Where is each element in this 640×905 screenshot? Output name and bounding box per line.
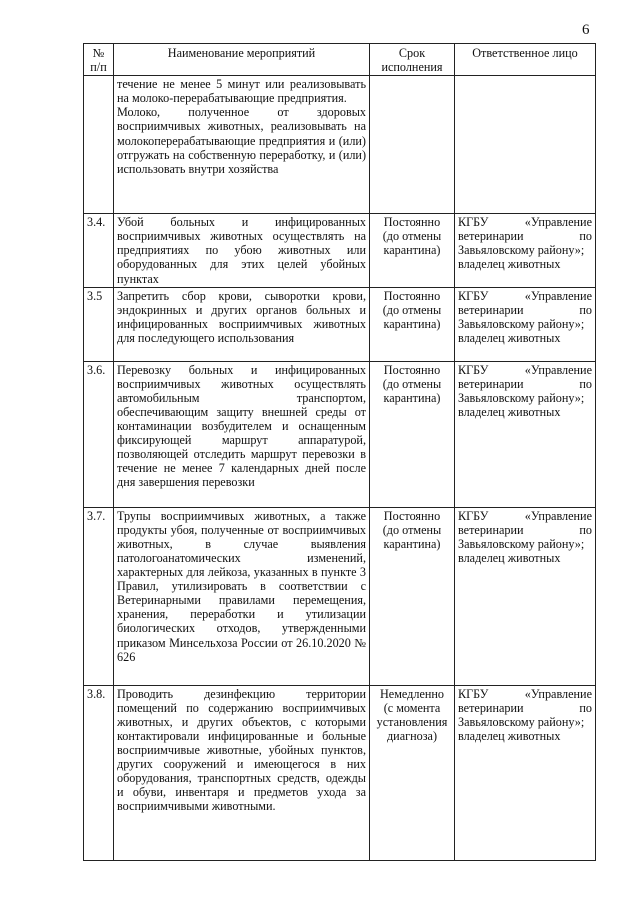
measure-term	[370, 507, 455, 685]
measures-table	[83, 43, 596, 861]
table-row	[84, 685, 596, 860]
responsible-text: КГБУ «Управление ветеринарии по Завьяловскому району»; владелец животных	[458, 362, 592, 419]
measure-term-text: Постоянно (до отмены карантина)	[382, 508, 442, 551]
measure-term	[370, 287, 455, 361]
table-row	[84, 361, 596, 507]
measure-name	[114, 287, 370, 361]
row-number: 3.7.	[84, 507, 114, 685]
table-row	[84, 214, 596, 287]
measure-term-text: Постоянно (до отмены карантина)	[382, 215, 442, 258]
header-responsible-text: Ответственное лицо	[472, 46, 578, 60]
measure-paragraph: Трупы восприимчивых животных, а также продукты убоя, полученные от восприимчивых животных, в случае выявления патологоанатомических изменений, характерных для лейкоза, указанных в пункте 3 Правил, утилизировать в соответствии с Ветеринарными правилами перемещения, хранения, переработки и утилизации биологических отходов, утвержденными приказом Минсельхоза России от 26.10.2020 № 626	[117, 508, 366, 664]
header-num-text: № п/п	[90, 46, 107, 75]
measure-paragraph: Убой больных и инфицированных восприимчивых животных осуществлять на предприятиях по убою животных или оборудованных для этих целей убойных пунктах	[117, 215, 366, 286]
measure-term-text: Постоянно (до отмены карантина)	[382, 362, 442, 405]
responsible-text: КГБУ «Управление ветеринарии по Завьяловскому району»; владелец животных	[458, 508, 592, 565]
responsible-party	[455, 287, 596, 361]
measure-term	[370, 361, 455, 507]
header-name	[114, 44, 370, 76]
table-header-row	[84, 44, 596, 76]
measure-term	[370, 214, 455, 287]
measure-name	[114, 507, 370, 685]
responsible-party	[455, 214, 596, 287]
table-row	[84, 287, 596, 361]
measure-name	[114, 685, 370, 860]
measure-term-text: Немедленно (с момента установления диагноза)	[376, 686, 448, 743]
measure-term	[370, 76, 455, 214]
responsible-party	[455, 507, 596, 685]
table-row	[84, 76, 596, 214]
measure-name	[114, 361, 370, 507]
responsible-party	[455, 361, 596, 507]
measure-term	[370, 685, 455, 860]
table-body	[84, 76, 596, 860]
row-number: 3.8.	[84, 685, 114, 860]
table-row	[84, 507, 596, 685]
row-number: 3.6.	[84, 361, 114, 507]
responsible-text: КГБУ «Управление ветеринарии по Завьяловскому району»; владелец животных	[458, 215, 592, 272]
measure-paragraph: Запретить сбор крови, сыворотки крови, эндокринных и других органов больных и инфицированных восприимчивых животных для последующего использования	[117, 288, 366, 345]
row-number: 3.5	[84, 287, 114, 361]
measure-term-text: Постоянно (до отмены карантина)	[382, 288, 442, 331]
header-responsible	[455, 44, 596, 76]
measure-paragraph: Проводить дезинфекцию территории помещений по содержанию восприимчивых животных, и других объектов, с которыми контактировали инфицированные и больные восприимчивые животные, убойных пунктов, других сооружений и имеющегося в них оборудования, транспортных средств, одежды и обуви, инвентаря и предметов ухода за восприимчивыми животными.	[117, 686, 366, 814]
page-number: 6	[582, 22, 590, 38]
measure-name	[114, 76, 370, 214]
measure-paragraph: Перевозку больных и инфицированных восприимчивых животных осуществлять автомобильным транспортом, обеспечивающим защиту внешней среды от контаминации возбудителем и оснащенным фиксирующей маршрут аппаратурой, позволяющей отследить маршрут перевозки в течение не менее 7 календарных дней после дня завершения перевозки	[117, 362, 366, 490]
responsible-party	[455, 685, 596, 860]
header-num	[84, 44, 114, 76]
measure-paragraph: течение не менее 5 минут или реализовывать на молоко-перерабатывающие предприятия.	[117, 77, 366, 106]
header-name-text: Наименование мероприятий	[167, 46, 316, 60]
header-term-text: Срок исполнения	[381, 46, 443, 75]
measure-name	[114, 214, 370, 287]
row-number	[84, 76, 114, 214]
responsible-party	[455, 76, 596, 214]
responsible-text: КГБУ «Управление ветеринарии по Завьяловскому району»; владелец животных	[458, 288, 592, 345]
row-number: 3.4.	[84, 214, 114, 287]
header-term	[370, 44, 455, 76]
measure-paragraph: Молоко, полученное от здоровых восприимчивых животных, реализовывать на молокоперерабатывающие предприятия и (или) отгружать на собственную переработку, и (или) использовать внутри хозяйства	[117, 105, 366, 176]
responsible-text: КГБУ «Управление ветеринарии по Завьяловскому району»; владелец животных	[458, 686, 592, 743]
